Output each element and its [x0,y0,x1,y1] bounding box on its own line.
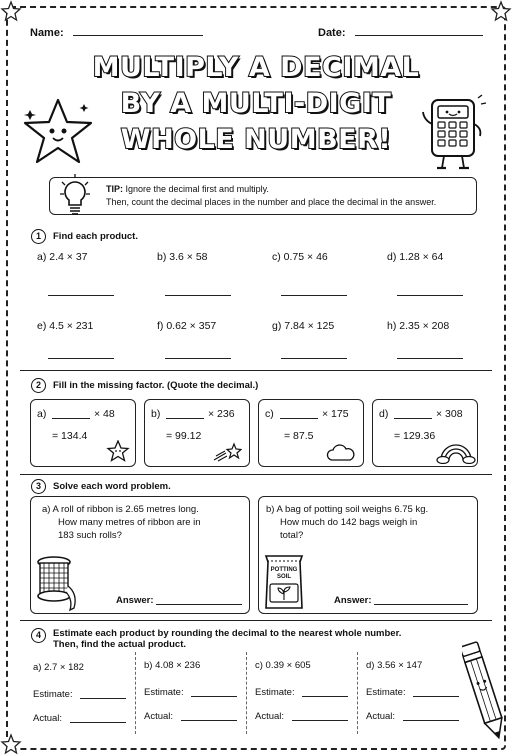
pencil-mascot-icon [462,636,506,748]
missing-factor-b: × 236 [208,408,235,420]
calculator-mascot-icon [418,94,488,174]
estimate-problem-b: b) 4.08 × 236 [144,660,201,671]
title-line-3: WHOLE NUMBER! [120,124,392,155]
estimate-problem-a: a) 2.7 × 182 [33,662,84,673]
star-mascot-icon [20,96,96,168]
corner-star-icon [0,733,22,755]
missing-factor-blank-d[interactable] [394,418,432,419]
estimate-problem-d: d) 3.56 × 147 [366,660,423,671]
missing-factor-c: × 175 [322,408,349,420]
missing-factor-blank-c[interactable] [280,418,318,419]
column-divider [246,652,247,734]
name-input-line[interactable] [73,35,203,36]
actual-line-c[interactable] [292,720,348,721]
tip-text [106,183,436,209]
actual-line-a[interactable] [70,722,126,723]
missing-factor-result-c: = 87.5 [284,430,314,442]
soil-bag-icon [262,552,306,612]
name-field[interactable] [30,27,203,39]
answer-label-a: Answer: [116,595,154,606]
estimate-line-a[interactable] [80,698,126,699]
answer-line-1c[interactable] [281,295,347,296]
word-problem-b-line-1: b) A bag of potting soil weighs 6.75 kg. [266,504,429,515]
missing-factor-letter-c: c) [265,408,274,420]
estimate-problem-c: c) 0.39 × 605 [255,660,311,671]
section-4-title [53,628,401,650]
missing-factor-blank-a[interactable] [52,418,90,419]
estimate-line-d[interactable] [413,696,459,697]
section-1-title: Find each product. [53,231,138,242]
answer-line-3b[interactable] [374,604,468,605]
corner-star-icon [0,0,22,22]
missing-factor-result-d: = 129.36 [394,430,436,442]
problem-1e: e) 4.5 × 231 [37,320,94,332]
answer-line-1g[interactable] [281,358,347,359]
missing-factor-d: × 308 [436,408,463,420]
cloud-icon [326,444,356,462]
answer-line-1e[interactable] [48,358,114,359]
section-4-title-line-2: Then, find the actual product. [53,639,186,650]
problem-1h: h) 2.35 × 208 [387,320,450,332]
lightbulb-icon [58,172,92,218]
section-2-number: 2 [31,378,46,393]
date-label: Date: [318,27,346,39]
estimate-label-a: Estimate: [33,689,73,700]
answer-line-1b[interactable] [165,295,231,296]
word-problem-b-line-3: total? [280,530,304,541]
divider [20,370,492,371]
actual-line-d[interactable] [403,720,459,721]
date-field[interactable] [318,27,483,39]
problem-1a: a) 2.4 × 37 [37,251,88,263]
problem-1c: c) 0.75 × 46 [272,251,328,263]
estimate-line-b[interactable] [191,696,237,697]
estimate-label-d: Estimate: [366,687,406,698]
problem-1g: g) 7.84 × 125 [272,320,335,332]
soil-bag-label-2: SOIL [276,574,291,580]
answer-line-1h[interactable] [397,358,463,359]
answer-label-b: Answer: [334,595,372,606]
estimate-label-b: Estimate: [144,687,184,698]
missing-factor-letter-a: a) [37,408,47,420]
problem-1b: b) 3.6 × 58 [157,251,208,263]
missing-factor-letter-d: d) [379,408,389,420]
word-problem-a-line-3: 183 such rolls? [58,530,122,541]
divider [20,474,492,475]
corner-star-icon [490,0,512,22]
section-2-title: Fill in the missing factor. (Quote the decimal.) [53,380,259,391]
date-input-line[interactable] [355,35,483,36]
divider [20,620,492,621]
missing-factor-blank-b[interactable] [166,418,204,419]
problem-1f: f) 0.62 × 357 [157,320,217,332]
soil-bag-label [263,567,305,581]
problem-1d: d) 1.28 × 64 [387,251,444,263]
answer-line-1f[interactable] [165,358,231,359]
ribbon-spool-icon [34,556,80,612]
answer-line-3a[interactable] [156,604,242,605]
star-icon [106,440,130,462]
section-3-number: 3 [31,479,46,494]
section-4-number: 4 [31,628,46,643]
actual-label-a: Actual: [33,713,63,724]
word-problem-a [42,503,201,542]
tip-label: TIP: [106,184,123,194]
estimate-line-c[interactable] [302,696,348,697]
shooting-star-icon [212,442,242,462]
title-line-2: BY A MULTI-DIGIT [120,88,392,119]
missing-factor-result-b: = 99.12 [166,430,202,442]
tip-line-1: Ignore the decimal first and multiply. [125,184,269,194]
actual-label-b: Actual: [144,711,174,722]
missing-factor-a: × 48 [94,408,115,420]
column-divider [357,652,358,734]
answer-line-1d[interactable] [397,295,463,296]
word-problem-a-line-2: How many metres of ribbon are in [58,517,201,528]
actual-line-b[interactable] [181,720,237,721]
missing-factor-letter-b: b) [151,408,161,420]
tip-line-2: Then, count the decimal places in the number and place the decimal in the answer. [106,197,437,207]
rainbow-icon [436,440,476,464]
estimate-label-c: Estimate: [255,687,295,698]
name-label: Name: [30,27,64,39]
soil-bag-label-1: POTTING [270,567,298,573]
word-problem-b [266,503,428,542]
section-4-title-line-1: Estimate each product by rounding the decimal to the nearest whole number. [53,628,402,639]
missing-factor-result-a: = 134.4 [52,430,88,442]
section-1-number: 1 [31,229,46,244]
answer-line-1a[interactable] [48,295,114,296]
column-divider [135,652,136,734]
actual-label-c: Actual: [255,711,285,722]
word-problem-b-line-2: How much do 142 bags weigh in [280,517,418,528]
title-line-1: MULTIPLY A DECIMAL [92,52,420,83]
word-problem-a-line-1: a) A roll of ribbon is 2.65 metres long. [42,504,199,515]
actual-label-d: Actual: [366,711,396,722]
section-3-title: Solve each word problem. [53,481,171,492]
